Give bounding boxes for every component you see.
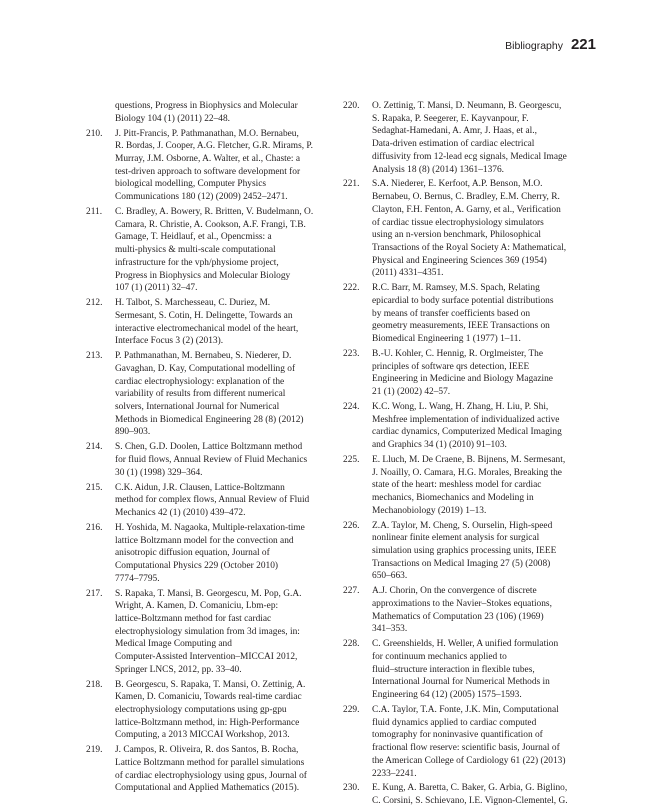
reference-line: 21 (1) (2002) 42–57. bbox=[372, 387, 451, 398]
reference-entry bbox=[343, 401, 582, 452]
reference-line: for fluid flows, Annual Review of Fluid Mechanics bbox=[115, 454, 308, 465]
reference-line: Transactions of the Royal Society A: Mathematical, bbox=[372, 242, 567, 253]
reference-line: tomography for noninvasive quantification of bbox=[372, 730, 543, 741]
reference-line: 7774–7795. bbox=[115, 573, 160, 584]
reference-line: Springer LNCS, 2012, pp. 33–40. bbox=[115, 664, 242, 675]
reference-number: 226. bbox=[343, 520, 360, 531]
reference-line: variability of results from different numerical bbox=[115, 389, 286, 400]
reference-entry bbox=[86, 350, 325, 439]
reference-text bbox=[372, 704, 582, 780]
reference-line: Murray, J.M. Osborne, A. Walter, et al., Chaste: a bbox=[115, 154, 301, 164]
reference-line: H. Talbot, S. Marchesseau, C. Duriez, M. bbox=[115, 298, 271, 309]
reference-line: state of the heart: meshless model for cardiac bbox=[372, 480, 542, 491]
reference-line: Computational Physics 229 (October 2010) bbox=[115, 560, 279, 571]
reference-text bbox=[115, 482, 325, 520]
running-head bbox=[505, 36, 596, 53]
reference-line: S.A. Niederer, E. Kerfoot, A.P. Benson, M.O. bbox=[372, 179, 543, 190]
reference-entry bbox=[86, 679, 325, 743]
reference-text bbox=[372, 782, 582, 807]
reference-line: C.K. Aidun, J.R. Clausen, Lattice-Boltzmann bbox=[115, 482, 285, 493]
reference-number: 214. bbox=[86, 442, 103, 453]
reference-line: cardiac dynamics, Computerized Medical Imaging bbox=[372, 427, 562, 438]
reference-number: 222. bbox=[343, 283, 360, 294]
reference-line: Z.A. Taylor, M. Cheng, S. Ourselin, High-speed bbox=[372, 520, 553, 531]
reference-line: Engineering in Medicine and Biology Magazine bbox=[372, 374, 553, 385]
reference-entry bbox=[86, 100, 325, 125]
reference-entry bbox=[86, 297, 325, 348]
reference-line: using an n-version benchmark, Philosophical bbox=[372, 230, 541, 241]
reference-line: approximations to the Navier–Stokes equations, bbox=[372, 599, 552, 610]
reference-text bbox=[115, 441, 325, 479]
reference-text bbox=[372, 454, 582, 518]
reference-line: C. Bradley, A. Bowery, R. Britten, V. Budelmann, O. bbox=[115, 207, 314, 217]
reference-line: electrophysiology simulation from 3d images, in: bbox=[115, 626, 300, 637]
reference-number: 221. bbox=[343, 179, 360, 190]
reference-line: Engineering 64 (12) (2005) 1575–1593. bbox=[372, 690, 522, 701]
reference-line: Interface Focus 3 (2) (2013). bbox=[115, 336, 224, 347]
reference-line: infrastructure for the vph/physiome project, bbox=[115, 257, 279, 268]
reference-text bbox=[372, 282, 582, 346]
reference-text bbox=[115, 588, 325, 677]
reference-entry bbox=[86, 522, 325, 586]
reference-line: interactive electromechanical model of the heart, bbox=[115, 323, 299, 334]
reference-number: 219. bbox=[86, 745, 103, 756]
reference-line: 341–353. bbox=[372, 624, 408, 635]
reference-line: R.C. Barr, M. Ramsey, M.S. Spach, Relating bbox=[372, 283, 540, 294]
reference-text bbox=[372, 178, 582, 280]
reference-line: P. Pathmanathan, M. Bernabeu, S. Niederer, D. bbox=[115, 351, 292, 362]
reference-number: 212. bbox=[86, 298, 103, 309]
reference-line: C. Greenshields, H. Weller, A unified formulation bbox=[372, 639, 559, 650]
reference-line: Computer-Assisted Intervention–MICCAI 2012, bbox=[115, 652, 298, 663]
reference-line: 650–663. bbox=[372, 571, 408, 582]
reference-line: fractional flow reserve: scientific basis, Journal of bbox=[372, 743, 560, 754]
bibliography-left-column bbox=[86, 100, 325, 797]
reference-line: Mechanobiology (2019) 1–13. bbox=[372, 505, 487, 516]
reference-number: 228. bbox=[343, 639, 360, 650]
reference-line: E. Lluch, M. De Craene, B. Bijnens, M. Sermesant, bbox=[372, 454, 566, 465]
reference-number: 211. bbox=[86, 207, 103, 217]
reference-line: Biology 104 (1) (2011) 22–48. bbox=[115, 113, 231, 124]
reference-text bbox=[372, 520, 582, 584]
reference-line: method for complex flows, Annual Review of Fluid bbox=[115, 495, 310, 506]
reference-line: the American College of Cardiology 61 (22) (2013) bbox=[372, 755, 566, 766]
reference-entry bbox=[343, 348, 582, 399]
reference-entry bbox=[343, 520, 582, 584]
reference-entry bbox=[86, 128, 325, 204]
reference-entry bbox=[86, 206, 325, 295]
reference-line: Clayton, F.H. Fenton, A. Garny, et al., Verification bbox=[372, 204, 561, 215]
reference-line: Analysis 18 (8) (2014) 1361–1376. bbox=[372, 164, 505, 175]
reference-line: O. Zettinig, T. Mansi, D. Neumann, B. Georgescu, bbox=[372, 101, 562, 111]
reference-line: Physical and Engineering Sciences 369 (1954) bbox=[372, 255, 547, 266]
reference-number: 216. bbox=[86, 522, 103, 533]
reference-line: Biomedical Engineering 1 (1977) 1–11. bbox=[372, 334, 521, 345]
reference-line: S. Rapaka, T. Mansi, B. Georgescu, M. Pop, G.A. bbox=[115, 588, 302, 599]
reference-line: simulation using graphics processing units, IEEE bbox=[372, 546, 557, 557]
reference-line: Camara, R. Christie, A. Cookson, A.F. Frangi, T.B. bbox=[115, 219, 306, 230]
reference-entry bbox=[343, 638, 582, 702]
reference-line: Methods in Biomedical Engineering 28 (8) (2012) bbox=[115, 414, 304, 425]
reference-line: test-driven approach to software development for bbox=[115, 166, 301, 177]
reference-line: Bernabeu, O. Bernus, C. Bradley, E.M. Cherry, R. bbox=[372, 192, 560, 203]
reference-text bbox=[372, 401, 582, 452]
reference-text bbox=[115, 100, 325, 125]
reference-text bbox=[372, 348, 582, 399]
reference-number: 215. bbox=[86, 482, 103, 493]
reference-line: anisotropic diffusion equation, Journal of bbox=[115, 548, 270, 559]
reference-line: epicardial to body surface potential distributions bbox=[372, 295, 554, 306]
reference-text bbox=[115, 744, 325, 795]
reference-number: 223. bbox=[343, 348, 360, 359]
reference-text bbox=[115, 297, 325, 348]
reference-number: 218. bbox=[86, 679, 103, 690]
reference-line: electrophysiology computations using gp-gpu bbox=[115, 705, 287, 716]
reference-number bbox=[86, 100, 115, 125]
reference-text bbox=[115, 206, 325, 295]
reference-entry bbox=[86, 588, 325, 677]
reference-text bbox=[115, 679, 325, 743]
reference-line: (2011) 4331–4351. bbox=[372, 268, 444, 279]
reference-line: A.J. Chorin, On the convergence of discrete bbox=[372, 586, 537, 597]
reference-line: Computing, a 2013 MICCAI Workshop, 2013. bbox=[115, 730, 290, 741]
reference-entry bbox=[343, 100, 582, 176]
reference-line: of cardiac electrophysiology using gpus, Journal of bbox=[115, 770, 307, 781]
reference-line: 890–903. bbox=[115, 427, 151, 438]
reference-number: 213. bbox=[86, 351, 103, 362]
reference-line: lattice Boltzmann model for the convection and bbox=[115, 535, 294, 546]
reference-line: Computational and Applied Mathematics (2015). bbox=[115, 783, 300, 794]
reference-text bbox=[115, 350, 325, 439]
reference-text bbox=[115, 522, 325, 586]
reference-entry bbox=[343, 704, 582, 780]
reference-line: principles of software qrs detection, IEEE bbox=[372, 361, 530, 372]
reference-line: Sedaghat-Hamedani, A. Amr, J. Haas, et al., bbox=[372, 126, 537, 137]
reference-line: Medical Image Computing and bbox=[115, 639, 232, 650]
reference-line: biological modelling, Computer Physics bbox=[115, 179, 267, 190]
reference-line: mechanics, Biomechanics and Modeling in bbox=[372, 493, 534, 504]
reference-line: J. Pitt-Francis, P. Pathmanathan, M.O. Bernabeu, bbox=[115, 128, 299, 139]
reference-line: fluid dynamics applied to cardiac computed bbox=[372, 717, 537, 728]
reference-text bbox=[372, 638, 582, 702]
reference-line: Gavaghan, D. Kay, Computational modelling of bbox=[115, 363, 296, 374]
reference-line: Kamen, D. Comaniciu, Towards real-time cardiac bbox=[115, 692, 302, 703]
reference-line: Wright, A. Kamen, D. Comaniciu, Lbm-ep: bbox=[115, 601, 279, 612]
reference-line: Mathematics of Computation 23 (106) (1969) bbox=[372, 611, 544, 622]
reference-number: 217. bbox=[86, 588, 103, 599]
reference-line: B. Georgescu, S. Rapaka, T. Mansi, O. Zettinig, A. bbox=[115, 679, 306, 690]
reference-line: fluid–structure interaction in flexible tubes, bbox=[372, 664, 535, 675]
reference-line: Meshfree implementation of individualized active bbox=[372, 414, 560, 425]
reference-line: B.-U. Kohler, C. Hennig, R. Orglmeister, The bbox=[372, 348, 544, 359]
page-number: 221 bbox=[570, 36, 596, 53]
reference-line: geometry measurements, IEEE Transactions on bbox=[372, 321, 550, 332]
reference-entry bbox=[343, 585, 582, 636]
reference-line: J. Campos, R. Oliveira, R. dos Santos, B. Rocha, bbox=[115, 745, 299, 756]
reference-number: 224. bbox=[343, 401, 360, 412]
reference-line: R. Bordas, J. Cooper, A.G. Fletcher, G.R. Mirams, P. bbox=[115, 141, 313, 152]
reference-line: multi-physics & multi-scale computational bbox=[115, 245, 276, 256]
reference-entry bbox=[86, 441, 325, 479]
reference-line: H. Yoshida, M. Nagaoka, Multiple-relaxation-time bbox=[115, 522, 305, 533]
reference-line: of cardiac tissue electrophysiology simulators bbox=[372, 217, 544, 228]
reference-text bbox=[115, 128, 325, 204]
reference-line: Transactions on Medical Imaging 27 (5) (2008) bbox=[372, 558, 551, 569]
reference-line: for continuum mechanics applied to bbox=[372, 652, 507, 663]
reference-line: Sermesant, S. Cotin, H. Delingette, Towards an bbox=[115, 310, 293, 321]
reference-line: diffusivity from 12-lead ecg signals, Medical Image bbox=[372, 151, 567, 162]
reference-number: 230. bbox=[343, 783, 360, 794]
reference-line: nonlinear finite element analysis for surgical bbox=[372, 533, 540, 544]
reference-number: 225. bbox=[343, 454, 360, 465]
reference-line: E. Kung, A. Baretta, C. Baker, G. Arbia, G. Biglino, bbox=[372, 783, 568, 794]
reference-line: International Journal for Numerical Methods in bbox=[372, 677, 550, 688]
reference-entry bbox=[343, 282, 582, 346]
reference-line: solvers, International Journal for Numerical bbox=[115, 401, 280, 412]
reference-line: cardiac electrophysiology: explanation of the bbox=[115, 376, 285, 387]
reference-line: C. Corsini, S. Schievano, I.E. Vignon-Clementel, G. bbox=[372, 796, 568, 807]
reference-line: K.C. Wong, L. Wang, H. Zhang, H. Liu, P. Shi, bbox=[372, 401, 549, 412]
reference-number: 220. bbox=[343, 101, 360, 111]
reference-text bbox=[372, 100, 582, 176]
reference-entry bbox=[86, 744, 325, 795]
reference-line: Mechanics 42 (1) (2010) 439–472. bbox=[115, 507, 246, 518]
reference-line: and Graphics 34 (1) (2010) 91–103. bbox=[372, 440, 507, 451]
reference-number: 229. bbox=[343, 705, 360, 716]
reference-line: by means of transfer coefficients based on bbox=[372, 308, 531, 319]
reference-entry bbox=[86, 482, 325, 520]
reference-line: 2233–2241. bbox=[372, 768, 417, 779]
reference-text bbox=[372, 585, 582, 636]
reference-line: S. Chen, G.D. Doolen, Lattice Boltzmann method bbox=[115, 442, 303, 453]
reference-line: Progress in Biophysics and Molecular Biology bbox=[115, 270, 291, 281]
reference-line: lattice-Boltzmann method for fast cardiac bbox=[115, 613, 272, 624]
reference-entry bbox=[343, 782, 582, 807]
reference-line: Communications 180 (12) (2009) 2452–2471. bbox=[115, 192, 288, 203]
reference-line: Gamage, T. Heidlauf, et al., Opencmiss: a bbox=[115, 232, 272, 243]
reference-line: Data-driven estimation of cardiac electrical bbox=[372, 139, 535, 150]
bibliography-right-column bbox=[343, 100, 582, 810]
reference-line: lattice-Boltzmann method, in: High-Performance bbox=[115, 717, 300, 728]
reference-number: 210. bbox=[86, 128, 103, 139]
reference-line: Lattice Boltzmann method for parallel simulations bbox=[115, 758, 305, 769]
reference-line: S. Rapaka, P. Seegerer, E. Kayvanpour, F. bbox=[372, 113, 529, 124]
reference-line: 107 (1) (2011) 32–47. bbox=[115, 283, 198, 294]
reference-line: 30 (1) (1998) 329–364. bbox=[115, 467, 203, 478]
reference-line: C.A. Taylor, T.A. Fonte, J.K. Min, Computational bbox=[372, 705, 559, 716]
reference-line: questions, Progress in Biophysics and Molecular bbox=[115, 101, 298, 111]
running-head-title: Bibliography bbox=[505, 40, 563, 52]
reference-entry bbox=[343, 454, 582, 518]
reference-number: 227. bbox=[343, 586, 360, 597]
reference-entry bbox=[343, 178, 582, 280]
reference-line: J. Noailly, O. Camara, H.G. Morales, Breaking the bbox=[372, 467, 562, 478]
